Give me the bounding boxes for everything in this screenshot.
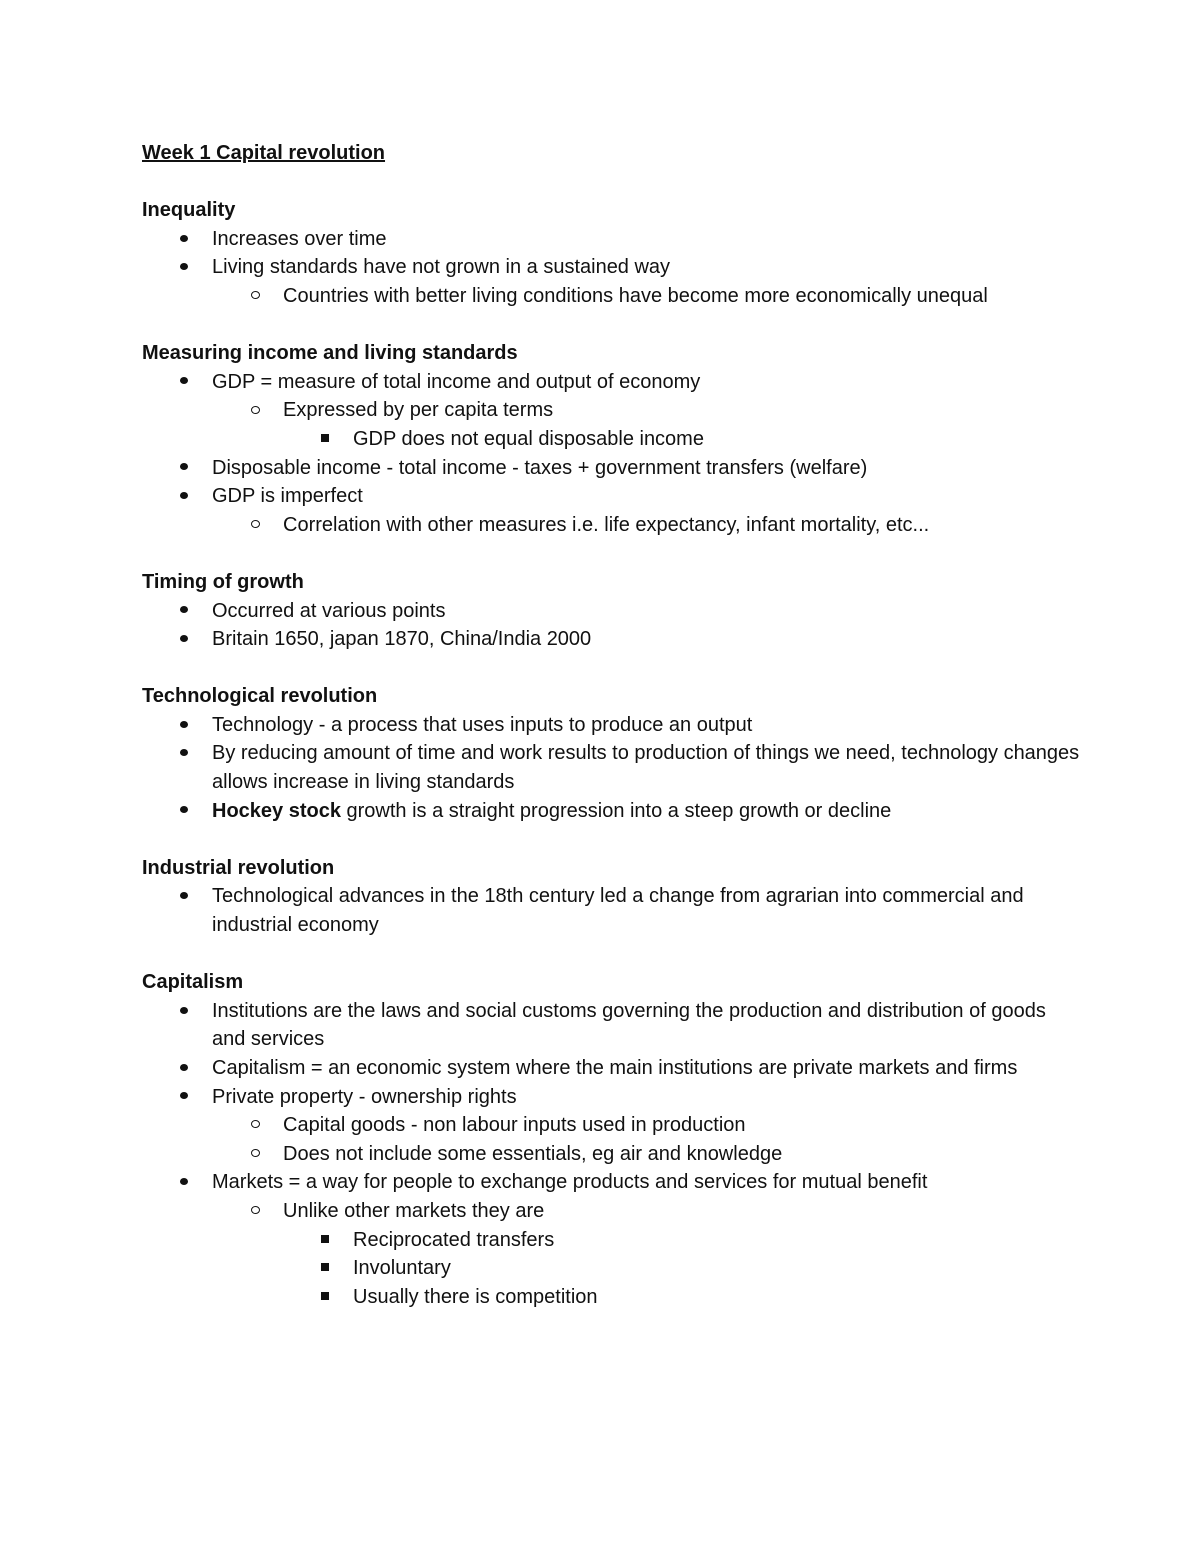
list-item: [142, 1083, 1082, 1112]
list-item: [142, 1283, 1082, 1312]
document-sections: [142, 196, 1082, 1311]
section: [142, 568, 1082, 654]
filled-square-icon: [315, 425, 335, 454]
list-item: [142, 1054, 1082, 1083]
hollow-circle-icon: [245, 1111, 265, 1140]
list-item-text: Countries with better living conditions have become more economically unequal: [283, 284, 988, 307]
list-item: [142, 797, 1082, 826]
filled-circle-icon: [174, 625, 194, 654]
list-item-text: Capitalism = an economic system where the main institutions are private markets and firms: [212, 1057, 1018, 1079]
list-item-text: Technological advances in the 18th century led a change from agrarian into commercial and industrial economy: [212, 885, 1024, 937]
list-item-text: Technology - a process that uses inputs to produce an output: [212, 713, 753, 736]
filled-circle-icon: [174, 882, 194, 911]
section: [142, 968, 1082, 1311]
list-item: [142, 1254, 1082, 1283]
list-item: [142, 1226, 1082, 1255]
section-heading: Technological revolution: [142, 685, 378, 708]
section-heading: Measuring income and living standards: [142, 342, 518, 365]
list-item: [142, 1140, 1082, 1169]
filled-circle-icon: [174, 997, 194, 1026]
list-item: [142, 997, 1082, 1054]
hollow-circle-icon: [245, 1140, 265, 1169]
list-item: [142, 425, 1082, 454]
filled-circle-icon: [174, 739, 194, 768]
list-item-text: Unlike other markets they are: [283, 1199, 545, 1222]
section-heading: Inequality: [142, 199, 236, 222]
bold-term: Hockey stock: [212, 799, 341, 822]
section-heading: Capitalism: [142, 971, 244, 994]
filled-circle-icon: [174, 454, 194, 483]
list-item: [142, 739, 1082, 796]
list-item-text: Reciprocated transfers: [353, 1228, 555, 1251]
bullet-list: [142, 711, 1082, 825]
list-item-text: Does not include some essentials, eg air and knowledge: [283, 1142, 783, 1165]
filled-square-icon: [315, 1226, 335, 1255]
list-item: [142, 1111, 1082, 1140]
list-item-text: Markets = a way for people to exchange products and services for mutual benefit: [212, 1171, 928, 1194]
list-item: [142, 282, 1082, 311]
list-item-text: GDP is imperfect: [212, 485, 363, 508]
list-item-text: Living standards have not grown in a sustained way: [212, 256, 671, 279]
list-item: [142, 1168, 1082, 1197]
section-heading: Industrial revolution: [142, 856, 335, 879]
list-item-text: growth is a straight progression into a steep growth or decline: [340, 799, 892, 822]
bullet-list: [142, 882, 1082, 939]
list-item: [142, 368, 1082, 397]
filled-circle-icon: [174, 797, 194, 826]
filled-circle-icon: [174, 1054, 194, 1083]
list-item-text: GDP does not equal disposable income: [353, 427, 704, 450]
list-item-text: Disposable income - total income - taxes + government transfers (welfare): [212, 456, 868, 479]
list-item-text: GDP = measure of total income and output of economy: [212, 370, 701, 393]
list-item: [142, 625, 1082, 654]
list-item-text: Correlation with other measures i.e. life expectancy, infant mortality, etc...: [283, 513, 930, 536]
section-heading: Timing of growth: [142, 570, 304, 593]
list-item-text: Britain 1650, japan 1870, China/India 2000: [212, 628, 592, 651]
list-item: [142, 1197, 1082, 1226]
filled-circle-icon: [174, 1083, 194, 1112]
filled-circle-icon: [174, 253, 194, 282]
list-item: [142, 511, 1082, 540]
bullet-list: [142, 997, 1082, 1312]
hollow-circle-icon: [245, 1197, 265, 1226]
list-item: [142, 396, 1082, 425]
filled-square-icon: [315, 1283, 335, 1312]
filled-circle-icon: [174, 482, 194, 511]
document-title: Week 1 Capital revolution: [142, 142, 386, 164]
list-item-text: Increases over time: [212, 227, 387, 250]
filled-circle-icon: [174, 1168, 194, 1197]
filled-square-icon: [315, 1254, 335, 1283]
list-item: [142, 454, 1082, 483]
list-item-text: Private property - ownership rights: [212, 1085, 517, 1108]
document-page: [142, 139, 1082, 1340]
list-item: [142, 225, 1082, 254]
filled-circle-icon: [174, 597, 194, 626]
filled-circle-icon: [174, 225, 194, 254]
hollow-circle-icon: [245, 282, 265, 311]
list-item: [142, 253, 1082, 282]
list-item-text: Capital goods - non labour inputs used in production: [283, 1114, 746, 1137]
filled-circle-icon: [174, 368, 194, 397]
filled-circle-icon: [174, 711, 194, 740]
list-item-text: By reducing amount of time and work results to production of things we need, technology changes allows increase in living standards: [212, 742, 1080, 794]
list-item-text: Involuntary: [353, 1257, 451, 1280]
list-item-text: Usually there is competition: [353, 1285, 598, 1308]
hollow-circle-icon: [245, 396, 265, 425]
bullet-list: [142, 225, 1082, 311]
list-item: [142, 711, 1082, 740]
bullet-list: [142, 368, 1082, 540]
list-item: [142, 597, 1082, 626]
section: [142, 339, 1082, 539]
bullet-list: [142, 597, 1082, 654]
section: [142, 854, 1082, 940]
list-item-text: Occurred at various points: [212, 599, 446, 622]
list-item: [142, 882, 1082, 939]
section: [142, 196, 1082, 310]
list-item-text: Institutions are the laws and social customs governing the production and distribution of goods and services: [212, 999, 1046, 1051]
list-item-text: Expressed by per capita terms: [283, 399, 554, 422]
section: [142, 682, 1082, 825]
list-item: [142, 482, 1082, 511]
hollow-circle-icon: [245, 511, 265, 540]
